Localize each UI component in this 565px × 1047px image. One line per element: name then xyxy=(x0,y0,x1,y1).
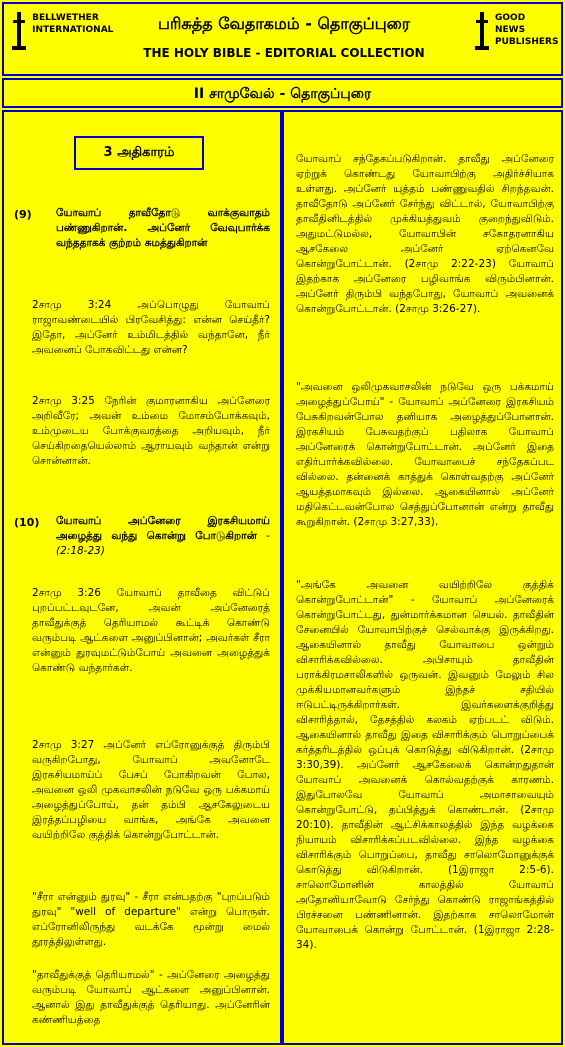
page-header xyxy=(2,2,563,76)
section-heading-10 xyxy=(56,514,270,559)
right-column xyxy=(282,110,563,1045)
bellwether-logo xyxy=(12,12,114,50)
verse-3-25: 2சாமு 3:25 நேரின் குமாரனாகிய அப்னேரை அறிவீரே; அவன் உம்மை மோசம்போக்கவும், உம்முடைய போக்குவரத்தை அறியவும், நீர் செய்கிறதையெல்லாம் ஆராயவும் வந்தான் என்று சொன்னான். xyxy=(32,395,270,467)
left-logo-text: BELLWETHER INTERNATIONAL xyxy=(32,13,114,35)
verse-3-26: 2சாமு 3:26 யோவாப் தாவீதை விட்டுப் புறப்பட்டவுடனே, அவன் அப்னேரைத் தாவீதுக்குத் தெரியாமல் கூட்டிக் கொண்டு வரும்படி ஆட்களை அனுப்பினான்; அவர்கள் சீரா என்னும் துரவுமட்டும்போய் அவனை அழைத்துக் கொண்டு வந்தார்கள். xyxy=(32,587,270,674)
section-ref-10: - (2:18-23) xyxy=(56,530,270,557)
left-column xyxy=(2,110,282,1045)
section-number-10: (10) xyxy=(14,516,40,529)
book-title-bar xyxy=(2,78,563,108)
good-news-icon xyxy=(475,12,489,50)
commentary-smote-fifth-rib: "அங்கே அவனை வயிற்றிலே குத்திக் கொன்றுபோட்டான்" - யோவாப் அப்னேரைக் கொன்றுபோட்டது, துன்மார்க்கமான செயல். தாவீதின் சேனையில் யோவாபிற்குச் செல்வாக்கு இருக்கிறது. ஆகையினால் தாவீது யோவாபை ஒன்றும் விசாரிக்கவில்லை. அபிசாயும் தாவீதின் பராக்கிரமசாலிகளில் ஒருவன். இவனும் மேலும் சில முக்கியமானவர்களும் இந்தச் சதியில் ஈடுபட்டிருக்கிறார்கள். இவர்களைக்குறித்து விசாரித்தால், தேசத்தில் கலகம் ஏற்படட் விடும். ஆகையினால் தாவீது இதை விசாரிக்கும் பொறுப்பைக் கர்த்தரிடத்தில் ஒப்புக் கொடுத்து விடுகிறான். (2சாமு 3:30,39). அப்னேர் ஆசகேலைக் கொன்றதுதான் யோவாப் அவனைக் கொல்வதற்குக் காரணம். இதுபோலவே யோவாப் அமாசாவையும் கொன்றுபோட்டு, தப்பித்துக் கொண்டான். (2சாமு 20:10). தாவீதின் ஆட்சிக்காலத்தில் இந்த வழக்கை நியாயம் விசாரிக்கப்படவில்லை. இந்த வழக்கை விசாரிக்கும் பொறுப்பை, தாவீது சாலொமோனுக்குக் கொடுத்து விடுகிறான். (1இராஜா 2:5-6). சாலொமோனின் காலத்தில் யோவாப் அதோனியாவோடு சேர்ந்து கொண்டு ராஜாங்கத்தில் பிரச்சனை பண்ணினான். இதற்காக சாலொமோன் யோவாபைக் கொன்று போட்டான். (1இராஜா 2:28-34). xyxy=(296,579,554,951)
section-number-9: (9) xyxy=(14,208,32,221)
note-without-david: "தாவீதுக்குத் தெரியாமல்" - அப்னேரை அழைத்து வரும்படி யோவாப் ஆட்களை அனுப்பினான். ஆனால் இது தாவீதுக்குத் தெரியாது. அப்னேரின் கண்ணியத்தை xyxy=(32,969,270,1026)
commentary-gate-aside: "அவனை ஒலிமுகவாசலின் நடுவே ஒரு பக்கமாய் அழைத்துப்போய்" - யோவாப் அப்னேரை இரகசியம் பேசுகிறவன்போல தனியாக அழைத்துப்போனான். இரகசியம் பேசுவதற்குப் பதிலாக யோவாப் அப்னேரைக் கொன்றுபோட்டான். அப்னேர் இதை எதிர்பார்க்கவில்லை. யோவாபைச் சந்தேகப்பட வில்லை. தன்னைக் காத்துக் கொள்வதற்கு அப்னேர் ஆயத்தமாகவும் இல்லை. ஆகையினால் அப்னேர் மதிகெட்டவன்போல செத்துப்போனான் என்று தாவீது கூறுகிறான். (2சாமு 3:27,33). xyxy=(296,381,554,528)
note-sira-well: "சீரா என்னும் துரவு" - சீரா என்பதற்கு "புறப்படும் துரவு" "well of departure" என்று பொருள். எப்ரோனிலிருந்து வடக்கே மூன்று மைல் தூரத்திலுள்ளது. xyxy=(32,891,270,948)
section-heading-10-text: யோவாப் அப்னேரை இரகசியமாய் அழைத்து வந்து கொன்று போடுகிறான் xyxy=(56,515,270,542)
verse-3-27: 2சாமு 3:27 அப்னேர் எப்ரோனுக்குத் திரும்பி வருகிறபோது, யோவாப் அவனோடே இரகசியமாய்ப் பேசப் போகிறவன் போல, அவனை ஒலி முகவாசலின் நடுவே ஒரு பக்கமாய் அழைத்துப்போய், தன் தம்பி ஆசகேலுடைய இரத்தப்பழியை வாங்க, அங்கே அவனை வயிற்றிலே குத்திக் கொன்றுபோட்டான். xyxy=(32,739,270,841)
header-title-tamil: பரிசுத்த வேதாகமம் - தொகுப்புரை xyxy=(157,14,411,33)
commentary-joab-suspicion: யோவாப் சந்தேகப்படுகிறான். தாவீது அப்னேரை ஏற்றுக் கொண்டது யோவாபிற்கு அதிர்ச்சியாக உள்ளது. அப்னேர் யுத்தம் பண்ணுவதில் சிறந்தவன். தாவீதோடு அப்னேர் சேர்ந்து விட்டால், யோவாபிற்கு தாவீதினிடத்தில் முக்கியத்துவம் குறைந்துவிடும். அதுமட்டுமல்ல, யோவாபின் சகோதரனாகிய ஆசகேலை அப்னேர் ஏற்கெனவே கொன்றுபோட்டான். (2சாமு 2:22-23) யோவாப் இதற்காக அப்னேரை பழிவாங்க விரும்பினான். அப்னேர் திரும்பி வந்தபோது, யோவாப் அவனைக் கொன்றுபோட்டான். (2சாமு 3:26-27). xyxy=(296,153,554,315)
header-title-english: THE HOLY BIBLE - EDITORIAL COLLECTION xyxy=(143,46,425,60)
section-heading-9: யோவாப் தாவீதோடு வாக்குவாதம் பண்ணுகிறான். அப்னேர் வேவுபார்க்க வந்ததாகக் குற்றம் சுமத்துகிறான் xyxy=(56,207,270,249)
good-news-logo xyxy=(475,12,559,50)
right-logo-text: GOOD NEWS PUBLISHERS xyxy=(495,13,559,47)
chapter-heading: 3 அதிகாரம் xyxy=(74,136,204,170)
bellwether-icon xyxy=(12,12,26,50)
book-title: II சாமுவேல் - தொகுப்புரை xyxy=(193,86,372,102)
verse-3-24: 2சாமு 3:24 அப்பொழுது யோவாப் ராஜாவண்டையில் பிரவேசித்து: என்ன செய்தீர்? இதோ, அப்னேர் உம்மிடத்தில் வந்தானே, நீர் அவனைப் போகவிட்டது என்ன? xyxy=(32,299,270,356)
